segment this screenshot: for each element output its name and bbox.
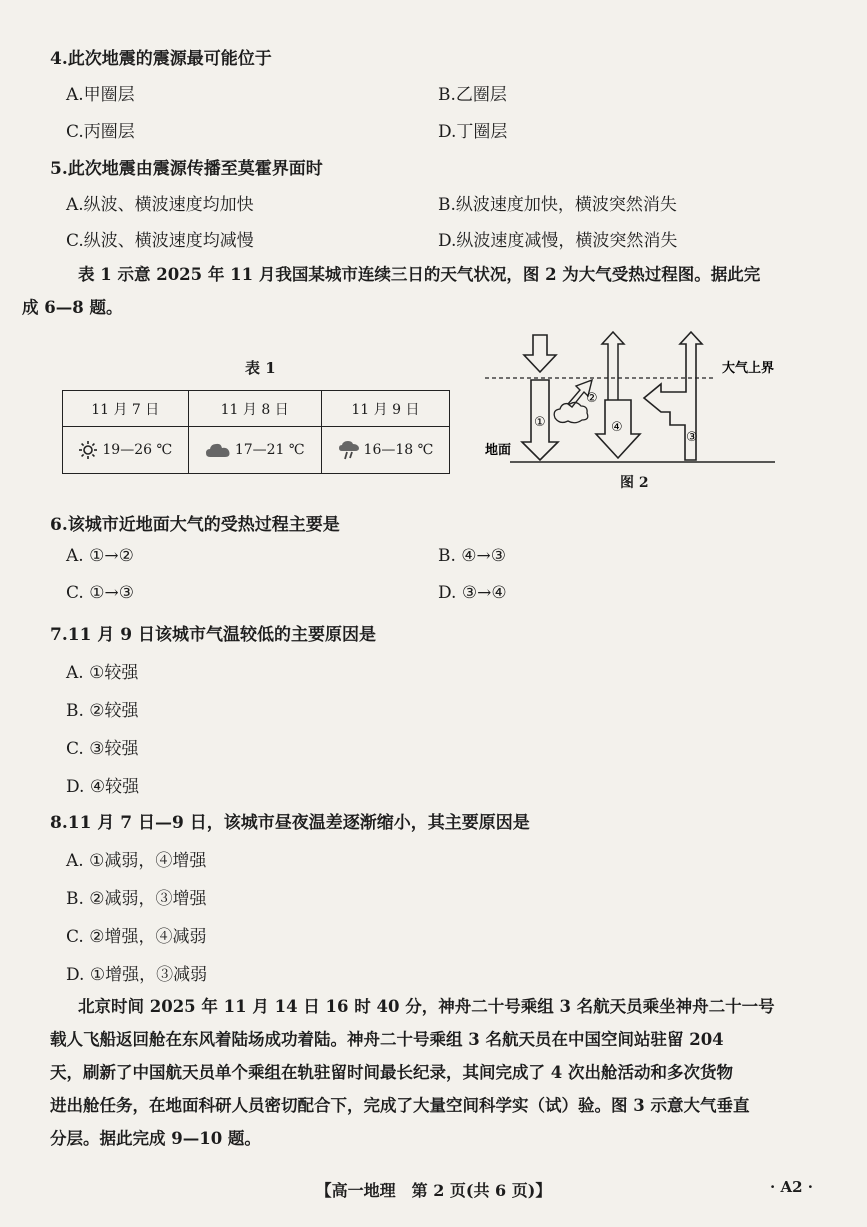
intro-9-10-line1: 北京时间 2025 年 11 月 14 日 16 时 40 分，神舟二十号乘组 3 名航天员乘坐神舟二十一号 — [78, 997, 775, 1016]
table-cell-day3 — [321, 427, 449, 474]
intro-6-8-line1: 表 1 示意 2025 年 11 月我国某城市连续三日的天气状况，图 2 为大气受热过程图。据此完 — [78, 265, 761, 284]
weather-table — [62, 390, 450, 474]
q8-option-a: A. ①减弱，④增强 — [66, 851, 207, 871]
q6-option-a: A. ①→② — [66, 546, 134, 566]
atmosphere-heating-diagram — [480, 330, 780, 470]
question-8-stem: 8.11 月 7 日—9 日，该城市昼夜温差逐渐缩小，其主要原因是 — [50, 813, 530, 833]
intro-9-10-line5: 分层。据此完成 9—10 题。 — [50, 1129, 261, 1148]
intro-9-10-line4: 进出舱任务，在地面科研人员密切配合下，完成了大量空间科学实（试）验。图 3 示意大气垂直 — [50, 1096, 750, 1115]
rain-cloud-icon — [338, 439, 360, 461]
q7-option-b: B. ②较强 — [66, 701, 139, 721]
q6-option-b: B. ④→③ — [438, 546, 507, 566]
marker-3: ③ — [686, 430, 698, 445]
intro-9-10-line3: 天，刷新了中国航天员单个乘组在轨驻留时间最长纪录，其间完成了 4 次出舱活动和多次货物 — [50, 1063, 733, 1082]
question-7-stem: 7.11 月 9 日该城市气温较低的主要原因是 — [50, 625, 376, 645]
q8-option-b: B. ②减弱，③增强 — [66, 889, 207, 909]
q7-option-c: C. ③较强 — [66, 739, 139, 759]
atmosphere-top-label: 大气上界 — [722, 361, 775, 376]
intro-9-10 — [50, 990, 810, 1155]
table-header-day2: 11 月 8 日 — [188, 391, 321, 427]
page-code: · A2 · — [770, 1178, 813, 1196]
table-header-day3: 11 月 9 日 — [321, 391, 449, 427]
page-footer: 【高一地理 第 2 页(共 6 页)】 — [315, 1181, 552, 1200]
sun-icon — [78, 440, 98, 460]
temp-day2: 17—21 ℃ — [234, 442, 305, 458]
temp-day3: 16—18 ℃ — [363, 442, 434, 458]
marker-1: ① — [534, 415, 546, 430]
q4-option-a: A.甲圈层 — [66, 85, 135, 105]
marker-4: ④ — [611, 420, 623, 435]
q4-option-c: C.丙圈层 — [66, 122, 135, 142]
q8-option-d: D. ①增强，③减弱 — [66, 965, 208, 985]
question-6-stem: 6.该城市近地面大气的受热过程主要是 — [50, 515, 340, 535]
figure-2-caption: 图 2 — [620, 475, 649, 491]
ground-label: 地面 — [485, 443, 512, 458]
table-cell-day2 — [188, 427, 321, 474]
q5-option-b: B.纵波速度加快，横波突然消失 — [438, 195, 677, 215]
intro-6-8 — [22, 258, 810, 324]
intro-9-10-line2: 载人飞船返回舱在东风着陆场成功着陆。神舟二十号乘组 3 名航天员在中国空间站驻留 204 — [50, 1030, 724, 1049]
question-5-stem: 5.此次地震由震源传播至莫霍界面时 — [50, 159, 323, 179]
temp-day1: 19—26 ℃ — [102, 442, 173, 458]
question-4-stem: 4.此次地震的震源最可能位于 — [50, 49, 272, 69]
table-cell-day1 — [63, 427, 189, 474]
q4-option-b: B.乙圈层 — [438, 85, 507, 105]
q7-option-a: A. ①较强 — [66, 663, 139, 683]
q8-option-c: C. ②增强，④减弱 — [66, 927, 207, 947]
incoming-radiation-arrow — [524, 335, 556, 372]
table-1-caption: 表 1 — [245, 359, 276, 377]
q5-option-c: C.纵波、横波速度均减慢 — [66, 231, 254, 251]
marker-2: ② — [586, 391, 598, 406]
q5-option-d: D.纵波速度减慢，横波突然消失 — [438, 231, 678, 251]
q5-option-a: A.纵波、横波速度均加快 — [66, 195, 254, 215]
q4-option-d: D.丁圈层 — [438, 122, 508, 142]
cloud-icon — [205, 441, 231, 459]
arrow-up-left — [602, 332, 624, 400]
intro-6-8-line2: 成 6—8 题。 — [22, 298, 123, 317]
q6-option-c: C. ①→③ — [66, 583, 134, 603]
q6-option-d: D. ③→④ — [438, 583, 507, 603]
table-header-day1: 11 月 7 日 — [63, 391, 189, 427]
q7-option-d: D. ④较强 — [66, 777, 140, 797]
